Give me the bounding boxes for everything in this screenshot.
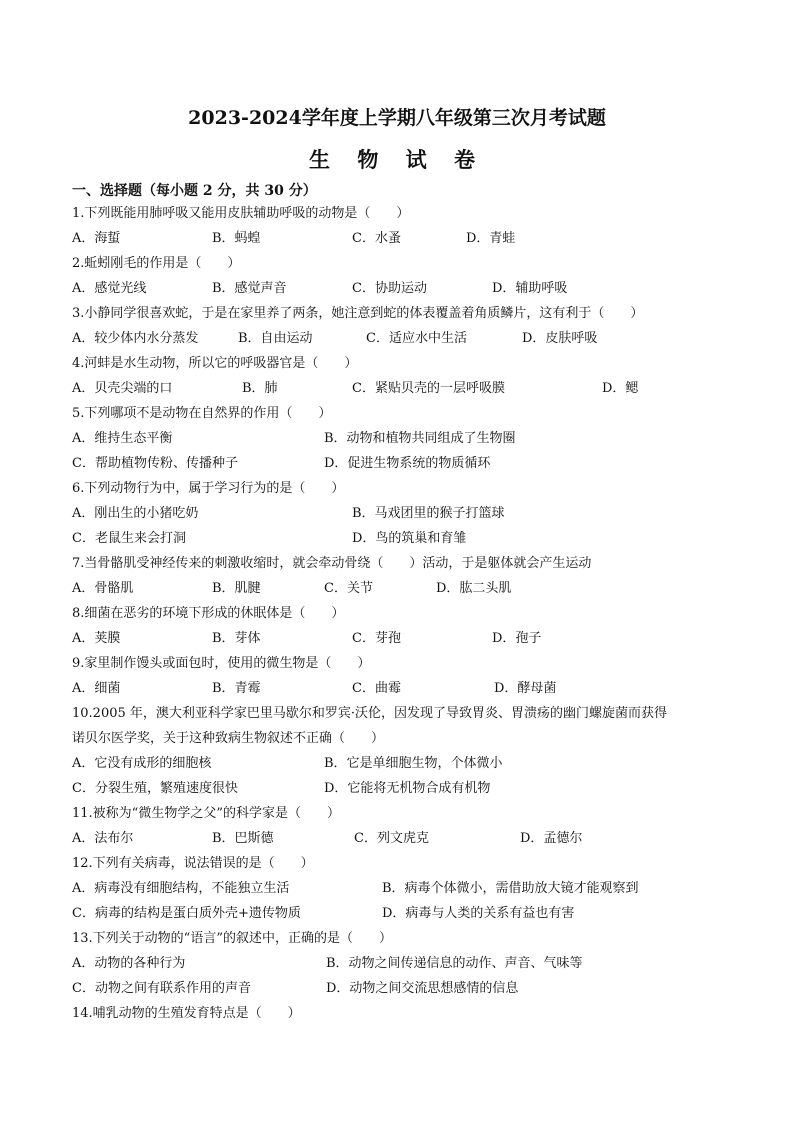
question-stem: 5.下列哪项不是动物在自然界的作用（ ） [72,406,332,421]
option-b: B．感觉声音 [212,281,287,296]
option-b: B．它是单细胞生物，个体微小 [324,756,503,771]
exam-subtitle: 生 物 试 卷 [309,147,485,172]
question-stem: 9.家里制作馒头或面包时，使用的微生物是（ ） [72,656,371,671]
question-stem: 8.细菌在恶劣的环境下形成的休眠体是（ ） [72,606,345,621]
option-d: D．青蛙 [466,231,516,246]
option-a: A．病毒没有细胞结构，不能独立生活 [72,881,290,896]
question-stem: 12.下列有关病毒，说法错误的是（ ） [72,856,314,871]
option-d: D．它能将无机物合成有机物 [324,781,491,796]
option-c: C．帮助植物传粉、传播种子 [72,456,238,471]
question-stem-continued: 诺贝尔医学奖，关于这种致病生物叙述不正确（ ） [72,731,385,746]
option-b: B．肺 [242,381,278,396]
option-a: A．它没有成形的细胞核 [72,756,212,771]
option-b: B．病毒个体微小，需借助放大镜才能观察到 [382,881,639,896]
option-d: D．病毒与人类的关系有益也有害 [382,906,575,921]
option-d: D．促进生物系统的物质循环 [324,456,491,471]
option-a: A．感觉光线 [72,281,147,296]
option-c: C．老鼠生来会打洞 [72,531,186,546]
option-b: B．动物之间传递信息的动作、声音、气味等 [326,956,583,971]
option-a: A．贝壳尖端的口 [72,381,173,396]
option-d: D．动物之间交流思想感情的信息 [326,981,519,996]
option-b: B．蚂蝗 [212,231,261,246]
option-b: B．肌腱 [212,581,261,596]
option-c: C．关节 [324,581,373,596]
option-a: A．荚膜 [72,631,121,646]
question-stem: 2.蚯蚓刚毛的作用是（ ） [72,256,241,271]
option-a: A．骨骼肌 [72,581,134,596]
option-a: A．刚出生的小猪吃奶 [72,506,199,521]
option-c: C．紧贴贝壳的一层呼吸膜 [352,381,505,396]
option-b: B．马戏团里的猴子打篮球 [352,506,505,521]
option-b: B．巴斯德 [212,831,274,846]
option-d: D．肱二头肌 [436,581,512,596]
option-d: D．孟德尔 [520,831,583,846]
question-stem: 3.小静同学很喜欢蛇，于是在家里养了两条，她注意到蛇的体表覆盖着角质鳞片，这有利于（ ） [72,306,644,321]
question-stem: 10.2005 年，澳大利亚科学家巴里马歇尔和罗宾·沃伦，因发现了导致胃炎、胃溃疡的幽门螺旋菌而获得 [72,706,668,721]
option-d: D．鸟的筑巢和育雏 [352,531,467,546]
question-stem: 7.当骨骼肌受神经传来的刺激收缩时，就会牵动骨绕（ ）活动，于是躯体就会产生运动 [72,556,592,571]
option-b: B．自由运动 [238,331,313,346]
option-d: D．辅助呼吸 [492,281,568,296]
option-d: D．皮肤呼吸 [522,331,598,346]
option-c: C．芽孢 [352,631,401,646]
question-stem: 6.下列动物行为中，属于学习行为的是（ ） [72,481,345,496]
option-c: C．适应水中生活 [366,331,467,346]
option-c: C．动物之间有联系作用的声音 [72,981,251,996]
option-a: A．海蜇 [72,231,121,246]
option-a: A．维持生态平衡 [72,431,173,446]
option-a: A．较少体内水分蒸发 [72,331,199,346]
option-d: D．孢子 [492,631,542,646]
question-stem: 13.下列关于动物的“语言”的叙述中，正确的是（ ） [72,931,392,946]
option-d: D．鳃 [602,381,639,396]
option-a: A．法布尔 [72,831,134,846]
question-stem: 4.河蚌是水生动物，所以它的呼吸器官是（ ） [72,356,358,371]
option-b: B．动物和植物共同组成了生物圈 [324,431,516,446]
option-c: C．列文虎克 [354,831,429,846]
option-c: C．曲霉 [352,681,401,696]
option-d: D．酵母菌 [494,681,557,696]
option-c: C．水蚤 [352,231,401,246]
question-stem: 1.下列既能用肺呼吸又能用皮肤辅助呼吸的动物是（ ） [72,206,410,221]
option-a: A．细菌 [72,681,121,696]
option-c: C．协助运动 [352,281,427,296]
section-heading: 一、选择题（每小题 2 分，共 30 分） [72,183,317,199]
option-a: A．动物的各种行为 [72,956,186,971]
exam-title: 2023-2024学年度上学期八年级第三次月考试题 [188,107,606,129]
option-c: C．病毒的结构是蛋白质外壳+遗传物质 [72,906,301,921]
option-b: B．芽体 [212,631,261,646]
question-stem: 11.被称为“微生物学之父”的科学家是（ ） [72,806,340,821]
option-c: C．分裂生殖，繁殖速度很快 [72,781,238,796]
question-stem: 14.哺乳动物的生殖发育特点是（ ） [72,1006,301,1021]
option-b: B．青霉 [212,681,261,696]
